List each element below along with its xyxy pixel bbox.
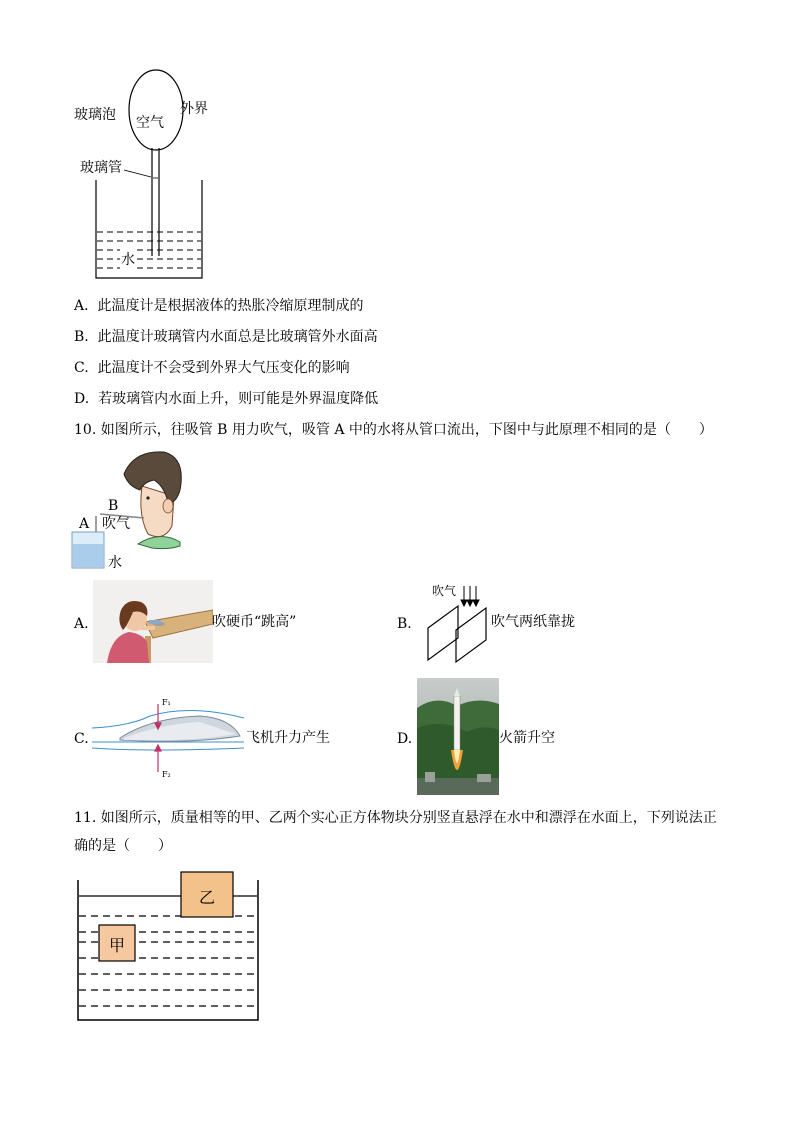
papers-blow-label: 吹气: [432, 584, 457, 598]
q9-option-c: C. 此温度计不会受到外界大气压变化的影响: [74, 360, 350, 376]
q10-stem: 10. 如图所示，往吸管 B 用力吹气，吸管 A 中的水将从管口流出，下图中与此原理不相同的是（ ）: [74, 422, 713, 438]
rocket-launch-photo: [417, 678, 499, 795]
q10-option-b-letter: B.: [397, 616, 412, 632]
water-label-q10: 水: [108, 555, 122, 571]
blow-label: 吹气: [102, 516, 130, 532]
q11-tank-figure: [74, 868, 264, 1026]
two-papers-figure: [420, 580, 492, 664]
straw-a-label: A: [79, 516, 90, 532]
coin-jump-photo: [93, 580, 213, 663]
boy-blowing-illustration: [68, 446, 188, 572]
q10-option-a-caption: 吹硬币“跳高”: [212, 614, 297, 630]
q9-option-b: B. 此温度计玻璃管内水面总是比玻璃管外水面高: [74, 329, 378, 345]
glass-tube-label: 玻璃管: [80, 160, 122, 176]
force-f2-label: F₂: [162, 770, 171, 779]
glass-bulb-label: 玻璃泡: [74, 107, 116, 123]
q10-option-c-letter: C.: [74, 731, 89, 747]
thermometer-figure: [60, 60, 220, 286]
glass-bulb-shape: [129, 70, 183, 150]
q10-option-b-caption: 吹气两纸靠拢: [491, 614, 575, 630]
q10-option-d-letter: D.: [397, 731, 413, 747]
beaker-shape: [96, 180, 202, 278]
q10-option-c-caption: 飞机升力产生: [246, 730, 330, 746]
q9-option-a: A. 此温度计是根据液体的热胀冷缩原理制成的: [74, 298, 364, 314]
force-f1-label: F₁: [162, 698, 171, 707]
q10-option-a-letter: A.: [74, 616, 89, 632]
q10-straw-figure: [68, 446, 188, 572]
q11-stem-line2: 确的是（ ）: [74, 838, 172, 854]
q9-option-d: D. 若玻璃管内水面上升，则可能是外界温度降低: [74, 391, 379, 407]
block-yi-label: 乙: [199, 888, 216, 907]
q11-stem-line1: 11. 如图所示，质量相等的甲、乙两个实心正方体物块分别竖直悬浮在水中和漂浮在水面上，下列说法正: [74, 810, 717, 826]
water-label: 水: [120, 249, 136, 269]
air-label: 空气: [136, 115, 164, 131]
water-tank-diagram: [74, 868, 264, 1026]
outside-label: 外界: [180, 101, 208, 117]
q10-option-d-caption: 火箭升空: [499, 730, 555, 746]
block-jia-label: 甲: [109, 936, 126, 955]
wing-lift-figure: [90, 696, 246, 782]
straw-b-label: B: [108, 498, 119, 514]
